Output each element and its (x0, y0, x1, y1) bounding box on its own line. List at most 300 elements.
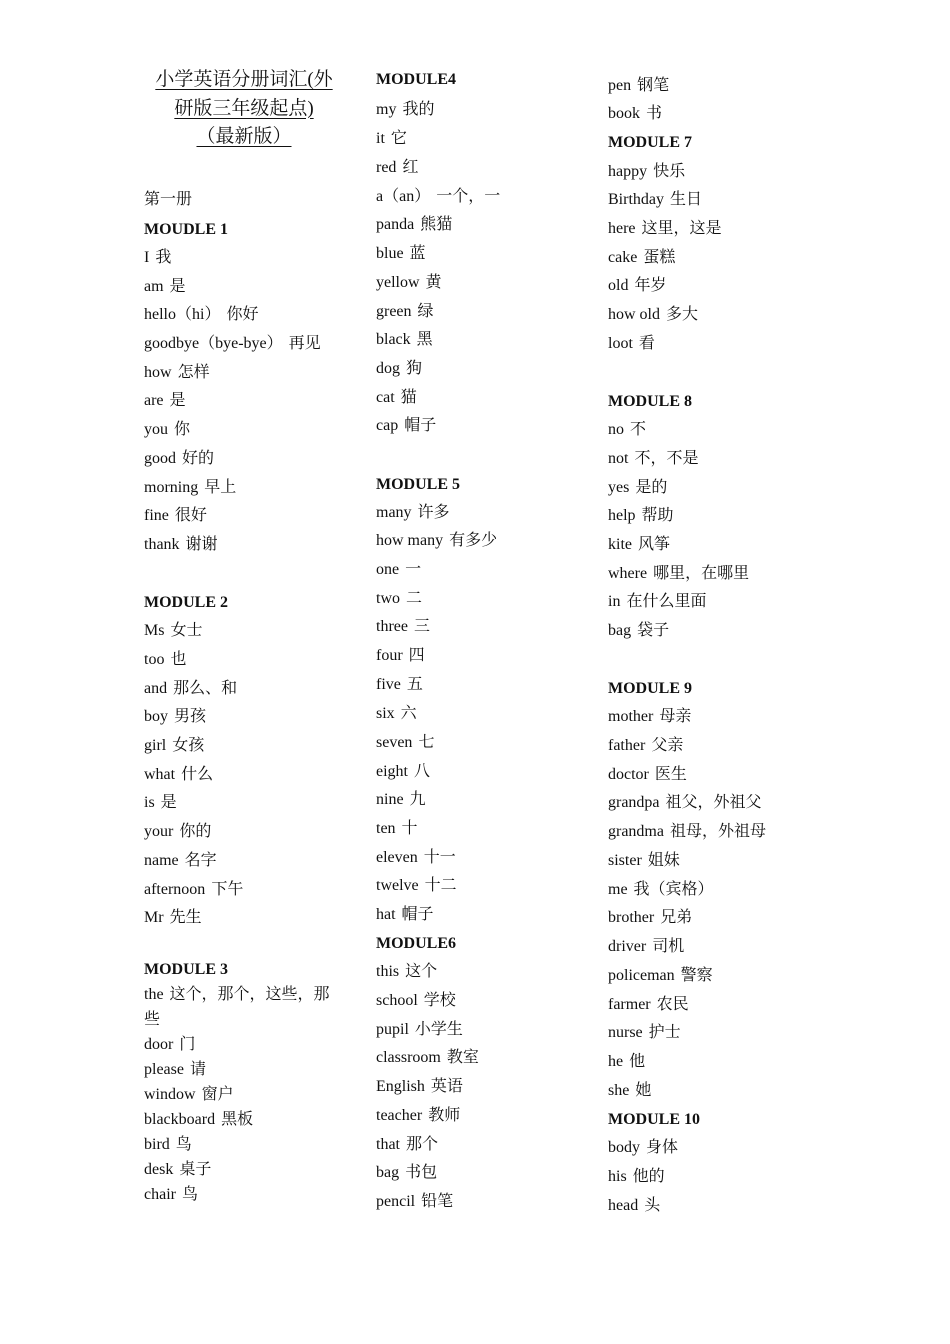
english-word: it (376, 130, 385, 147)
chinese-meaning: 红 (402, 159, 419, 176)
vocab-entry (608, 1081, 651, 1101)
vocab-entry (608, 937, 684, 957)
english-word: how many (376, 532, 444, 549)
chinese-meaning: 头 (644, 1197, 661, 1214)
chinese-meaning: 姐妹 (647, 852, 680, 869)
chinese-meaning: 十二 (424, 877, 457, 894)
chinese-meaning: 鸟 (181, 1186, 198, 1203)
chinese-meaning: 好的 (182, 450, 215, 467)
english-word: black (376, 331, 411, 348)
chinese-meaning: 狗 (406, 360, 423, 377)
title-line-2: 研版三年级起点) (174, 97, 314, 119)
vocab-entry (376, 962, 437, 982)
vocab-entry (376, 1048, 479, 1068)
english-word: head (608, 1197, 639, 1214)
vocab-entry (376, 158, 418, 178)
chinese-meaning: 看 (638, 335, 655, 352)
chinese-meaning: 帽子 (404, 417, 437, 434)
chinese-meaning: 风筝 (638, 536, 671, 553)
english-word: window (144, 1086, 196, 1103)
english-word: good (144, 450, 176, 467)
chinese-meaning: 谢谢 (185, 536, 218, 553)
chinese-meaning: 十一 (423, 849, 456, 866)
english-word: eleven (376, 849, 418, 866)
english-word: green (376, 303, 412, 320)
english-word: yes (608, 479, 630, 496)
vocab-entry (608, 190, 702, 210)
english-word: loot (608, 335, 633, 352)
english-word: kite (608, 536, 632, 553)
english-word: how old (608, 306, 660, 323)
english-word: pen (608, 77, 632, 94)
english-word: where (608, 565, 648, 582)
vocab-entry (376, 704, 417, 724)
chinese-meaning: 帽子 (401, 906, 434, 923)
chinese-meaning: 警察 (680, 967, 713, 984)
chinese-meaning: 母亲 (659, 708, 692, 725)
english-word: classroom (376, 1049, 441, 1066)
english-word: nine (376, 791, 404, 808)
vocab-entry (144, 506, 207, 526)
vocab-entry (144, 621, 202, 641)
vocab-entry (376, 187, 500, 207)
vocab-entry (608, 564, 749, 584)
vocab-entry (144, 334, 321, 354)
chinese-meaning: 我的 (402, 101, 435, 118)
english-word: red (376, 159, 397, 176)
vocab-entry (144, 1110, 253, 1130)
chinese-meaning: 书包 (405, 1164, 438, 1181)
chinese-meaning: 名字 (184, 852, 217, 869)
chinese-meaning: 那个 (406, 1136, 439, 1153)
vocab-entry (608, 621, 669, 641)
chinese-meaning: 身体 (646, 1139, 679, 1156)
vocab-entry (144, 736, 204, 756)
vocab-entry (376, 1163, 437, 1183)
english-word: English (376, 1078, 425, 1095)
chinese-meaning: 六 (400, 705, 417, 722)
english-word: mother (608, 708, 654, 725)
vocab-entry (376, 215, 452, 235)
chinese-meaning: 再见 (288, 335, 321, 352)
document-title (144, 66, 344, 152)
chinese-meaning: 小学生 (414, 1021, 463, 1038)
vocab-entry (144, 535, 218, 555)
english-word: five (376, 676, 401, 693)
vocab-entry (144, 305, 258, 325)
vocab-entry (608, 736, 683, 756)
vocab-entry (608, 880, 714, 900)
english-word: four (376, 647, 403, 664)
english-word: fine (144, 507, 169, 524)
chinese-meaning: 是的 (635, 479, 668, 496)
vocab-entry (608, 334, 655, 354)
chinese-meaning: 兄弟 (660, 909, 693, 926)
chinese-meaning: 这个 (405, 963, 438, 980)
english-word: Birthday (608, 191, 664, 208)
vocab-entry (376, 330, 433, 350)
english-word: door (144, 1036, 174, 1053)
english-word: me (608, 881, 628, 898)
chinese-meaning: 书 (646, 105, 663, 122)
vocab-entry (608, 1196, 660, 1216)
vocab-entry (608, 765, 687, 785)
chinese-meaning: 护士 (648, 1024, 681, 1041)
vocab-entry (376, 617, 430, 637)
chinese-meaning: 也 (170, 651, 187, 668)
chinese-meaning: 是 (169, 278, 186, 295)
module-heading: MODULE 8 (608, 393, 692, 410)
chinese-meaning: 钢笔 (637, 77, 670, 94)
vocab-entry (376, 1192, 453, 1212)
chinese-meaning: 这里，这是 (641, 220, 722, 237)
chinese-meaning: 黄 (425, 274, 442, 291)
english-word: yellow (376, 274, 420, 291)
vocab-entry (608, 162, 685, 182)
title-line-3: （最新版） (196, 126, 292, 147)
chinese-meaning: 女士 (170, 622, 203, 639)
english-word: brother (608, 909, 655, 926)
english-word: hello（hi） (144, 306, 221, 323)
english-word: teacher (376, 1107, 423, 1124)
chinese-meaning: 五 (406, 676, 423, 693)
english-word: your (144, 823, 174, 840)
english-word: blackboard (144, 1111, 216, 1128)
chinese-meaning: 门 (179, 1036, 196, 1053)
chinese-meaning: 熊猫 (420, 216, 453, 233)
vocab-entry (144, 1160, 211, 1180)
vocab-entry (608, 305, 698, 325)
chinese-meaning: 英语 (430, 1078, 463, 1095)
chinese-meaning: 女孩 (172, 737, 205, 754)
chinese-meaning: 铅笔 (421, 1193, 454, 1210)
vocab-entry (376, 359, 422, 379)
chinese-meaning: 这个，那个，这些，那些 (144, 986, 330, 1028)
chinese-meaning: 三 (413, 618, 430, 635)
chinese-meaning: 一 (405, 561, 422, 578)
vocab-entry (608, 76, 669, 96)
chinese-meaning: 黑板 (221, 1111, 254, 1128)
vocab-entry (608, 707, 691, 727)
english-word: pencil (376, 1193, 416, 1210)
english-word: six (376, 705, 395, 722)
chinese-meaning: 男孩 (174, 708, 207, 725)
english-word: grandpa (608, 794, 660, 811)
chinese-meaning: 祖母，外祖母 (669, 823, 766, 840)
module-heading: MODULE4 (376, 71, 456, 88)
english-word: book (608, 105, 640, 122)
chinese-meaning: 窗户 (201, 1086, 234, 1103)
vocab-entry (376, 560, 421, 580)
vocab-entry (144, 420, 190, 440)
vocab-entry (376, 848, 456, 868)
vocab-entry (144, 449, 214, 469)
chinese-meaning: 祖父，外祖父 (665, 794, 762, 811)
module-heading: MOUDLE 1 (144, 221, 228, 238)
english-word: bag (608, 622, 632, 639)
chinese-meaning: 八 (414, 763, 431, 780)
vocab-entry (144, 793, 177, 813)
chinese-meaning: 什么 (181, 766, 214, 783)
title-line-1: 小学英语分册词汇(外 (155, 69, 333, 90)
english-word: many (376, 504, 412, 521)
vocab-entry (608, 1052, 645, 1072)
volume-label: 第一册 (144, 191, 193, 208)
english-word: school (376, 992, 418, 1009)
chinese-meaning: 他的 (632, 1168, 665, 1185)
vocab-entry (376, 876, 457, 896)
vocab-entry (144, 478, 236, 498)
chinese-meaning: 猫 (400, 389, 417, 406)
vocab-entry (608, 592, 706, 612)
vocab-entry (376, 531, 497, 551)
chinese-meaning: 桌子 (179, 1161, 212, 1178)
english-word: pupil (376, 1021, 409, 1038)
english-word: one (376, 561, 400, 578)
english-word: happy (608, 163, 648, 180)
chinese-meaning: 是 (160, 794, 177, 811)
vocab-entry (144, 707, 206, 727)
vocab-entry (376, 1020, 463, 1040)
english-word: Mr (144, 909, 164, 926)
vocab-entry (144, 1060, 206, 1080)
vocab-entry (608, 851, 680, 871)
english-word: his (608, 1168, 627, 1185)
english-word: how (144, 364, 172, 381)
chinese-meaning: 年岁 (634, 277, 667, 294)
english-word: am (144, 278, 164, 295)
chinese-meaning: 十 (401, 820, 418, 837)
vocab-entry (144, 277, 186, 297)
chinese-meaning: 一个，一 (436, 188, 501, 205)
english-word: grandma (608, 823, 664, 840)
chinese-meaning: 下午 (211, 881, 244, 898)
vocab-entry (376, 244, 426, 264)
chinese-meaning: 很好 (174, 507, 207, 524)
chinese-meaning: 学校 (423, 992, 456, 1009)
english-word: twelve (376, 877, 419, 894)
english-word: morning (144, 479, 199, 496)
english-word: two (376, 590, 400, 607)
vocab-entry (376, 790, 426, 810)
vocab-entry (376, 100, 434, 120)
english-word: he (608, 1053, 624, 1070)
vocab-entry (376, 1106, 460, 1126)
vocab-entry (608, 276, 666, 296)
vocab-entry (144, 1135, 192, 1155)
chinese-meaning: 许多 (417, 504, 450, 521)
english-word: three (376, 618, 408, 635)
chinese-meaning: 农民 (656, 996, 689, 1013)
english-word: girl (144, 737, 167, 754)
chinese-meaning: 四 (408, 647, 425, 664)
vocab-entry (376, 129, 407, 149)
chinese-meaning: 她 (635, 1082, 652, 1099)
english-word: are (144, 392, 164, 409)
english-word: seven (376, 734, 413, 751)
chinese-meaning: 教师 (428, 1107, 461, 1124)
english-word: chair (144, 1186, 176, 1203)
chinese-meaning: 司机 (652, 938, 685, 955)
vocab-entry (376, 416, 436, 436)
chinese-meaning: 袋子 (637, 622, 670, 639)
english-word: nurse (608, 1024, 643, 1041)
vocab-entry (608, 420, 646, 440)
chinese-meaning: 不，不是 (634, 450, 699, 467)
vocab-entry (376, 762, 430, 782)
english-word: blue (376, 245, 404, 262)
vocab-entry (376, 273, 442, 293)
chinese-meaning: 他 (629, 1053, 646, 1070)
english-word: that (376, 1136, 400, 1153)
module-heading: MODULE 5 (376, 476, 460, 493)
english-word: panda (376, 216, 415, 233)
chinese-meaning: 你的 (179, 823, 212, 840)
vocab-entry (144, 908, 202, 928)
english-word: cat (376, 389, 395, 406)
vocab-entry (608, 793, 762, 813)
chinese-meaning: 怎样 (177, 364, 210, 381)
module-heading: MODULE 3 (144, 961, 228, 978)
vocab-entry (144, 1185, 198, 1205)
vocab-entry (144, 822, 211, 842)
english-word: she (608, 1082, 630, 1099)
chinese-meaning: 请 (189, 1061, 206, 1078)
chinese-meaning: 在什么里面 (626, 593, 707, 610)
chinese-meaning: 不 (630, 421, 647, 438)
vocab-entry (376, 388, 417, 408)
chinese-meaning: 黑 (416, 331, 433, 348)
english-word: a（an） (376, 188, 431, 205)
english-word: eight (376, 763, 408, 780)
english-word: name (144, 852, 179, 869)
chinese-meaning: 绿 (417, 303, 434, 320)
chinese-meaning: 你 (174, 421, 191, 438)
vocab-entry (376, 675, 423, 695)
chinese-meaning: 鸟 (175, 1136, 192, 1153)
vocab-entry (144, 363, 210, 383)
chinese-meaning: 先生 (169, 909, 202, 926)
chinese-meaning: 帮助 (641, 507, 674, 524)
english-word: in (608, 593, 621, 610)
vocab-entry (608, 822, 766, 842)
module-heading: MODULE6 (376, 935, 456, 952)
vocab-entry (144, 880, 243, 900)
vocab-entry (608, 966, 713, 986)
english-word: thank (144, 536, 180, 553)
vocab-entry (608, 478, 667, 498)
chinese-meaning: 二 (406, 590, 423, 607)
vocab-entry (376, 1077, 463, 1097)
english-word: my (376, 101, 397, 118)
vocab-entry (608, 449, 698, 469)
vocab-entry (144, 851, 217, 871)
chinese-meaning: 教室 (446, 1049, 479, 1066)
vocab-entry (608, 995, 689, 1015)
vocab-entry (376, 1135, 438, 1155)
vocab-entry (608, 219, 722, 239)
chinese-meaning: 多大 (666, 306, 699, 323)
vocab-entry (144, 765, 213, 785)
english-word: this (376, 963, 400, 980)
chinese-meaning: 早上 (204, 479, 237, 496)
english-word: ten (376, 820, 396, 837)
chinese-meaning: 哪里，在哪里 (653, 565, 750, 582)
chinese-meaning: 蓝 (409, 245, 426, 262)
vocab-entry (376, 991, 456, 1011)
english-word: what (144, 766, 176, 783)
english-word: please (144, 1061, 184, 1078)
chinese-meaning: 快乐 (653, 163, 686, 180)
english-word: goodbye（bye-bye） (144, 335, 283, 352)
module-heading: MODULE 7 (608, 134, 692, 151)
vocab-entry (608, 104, 662, 124)
chinese-meaning: 七 (418, 734, 435, 751)
english-word: no (608, 421, 624, 438)
module-heading: MODULE 2 (144, 594, 228, 611)
english-word: afternoon (144, 881, 206, 898)
english-word: is (144, 794, 155, 811)
chinese-meaning: 是 (169, 392, 186, 409)
vocab-entry (144, 679, 237, 699)
english-word: doctor (608, 766, 649, 783)
chinese-meaning: 有多少 (449, 532, 498, 549)
english-word: body (608, 1139, 640, 1156)
chinese-meaning: 它 (390, 130, 407, 147)
vocab-entry (144, 1035, 195, 1055)
english-word: driver (608, 938, 647, 955)
english-word: Ms (144, 622, 165, 639)
vocab-entry (608, 1023, 681, 1043)
english-word: too (144, 651, 165, 668)
english-word: hat (376, 906, 396, 923)
english-word: help (608, 507, 636, 524)
english-word: the (144, 986, 164, 1003)
vocab-entry (144, 650, 186, 670)
module-heading: MODULE 10 (608, 1111, 700, 1128)
english-word: desk (144, 1161, 174, 1178)
module-heading: MODULE 9 (608, 680, 692, 697)
english-word: and (144, 680, 168, 697)
vocab-entry (608, 908, 692, 928)
vocab-entry (376, 733, 434, 753)
vocab-entry (144, 982, 344, 1032)
chinese-meaning: 生日 (670, 191, 703, 208)
vocab-entry (144, 391, 186, 411)
english-word: bird (144, 1136, 170, 1153)
vocab-entry (608, 535, 670, 555)
vocab-entry (608, 248, 675, 268)
english-word: you (144, 421, 168, 438)
vocab-entry (144, 248, 171, 268)
vocab-entry (608, 1167, 665, 1187)
chinese-meaning: 我（宾格） (633, 881, 714, 898)
vocab-entry (376, 646, 425, 666)
english-word: not (608, 450, 629, 467)
english-word: cake (608, 249, 638, 266)
chinese-meaning: 医生 (654, 766, 687, 783)
vocab-entry (144, 1085, 234, 1105)
vocab-entry (376, 503, 450, 523)
chinese-meaning: 蛋糕 (643, 249, 676, 266)
english-word: here (608, 220, 636, 237)
vocab-entry (608, 1138, 678, 1158)
chinese-meaning: 你好 (226, 306, 259, 323)
english-word: dog (376, 360, 400, 377)
chinese-meaning: 那么、和 (173, 680, 238, 697)
english-word: boy (144, 708, 168, 725)
english-word: farmer (608, 996, 651, 1013)
